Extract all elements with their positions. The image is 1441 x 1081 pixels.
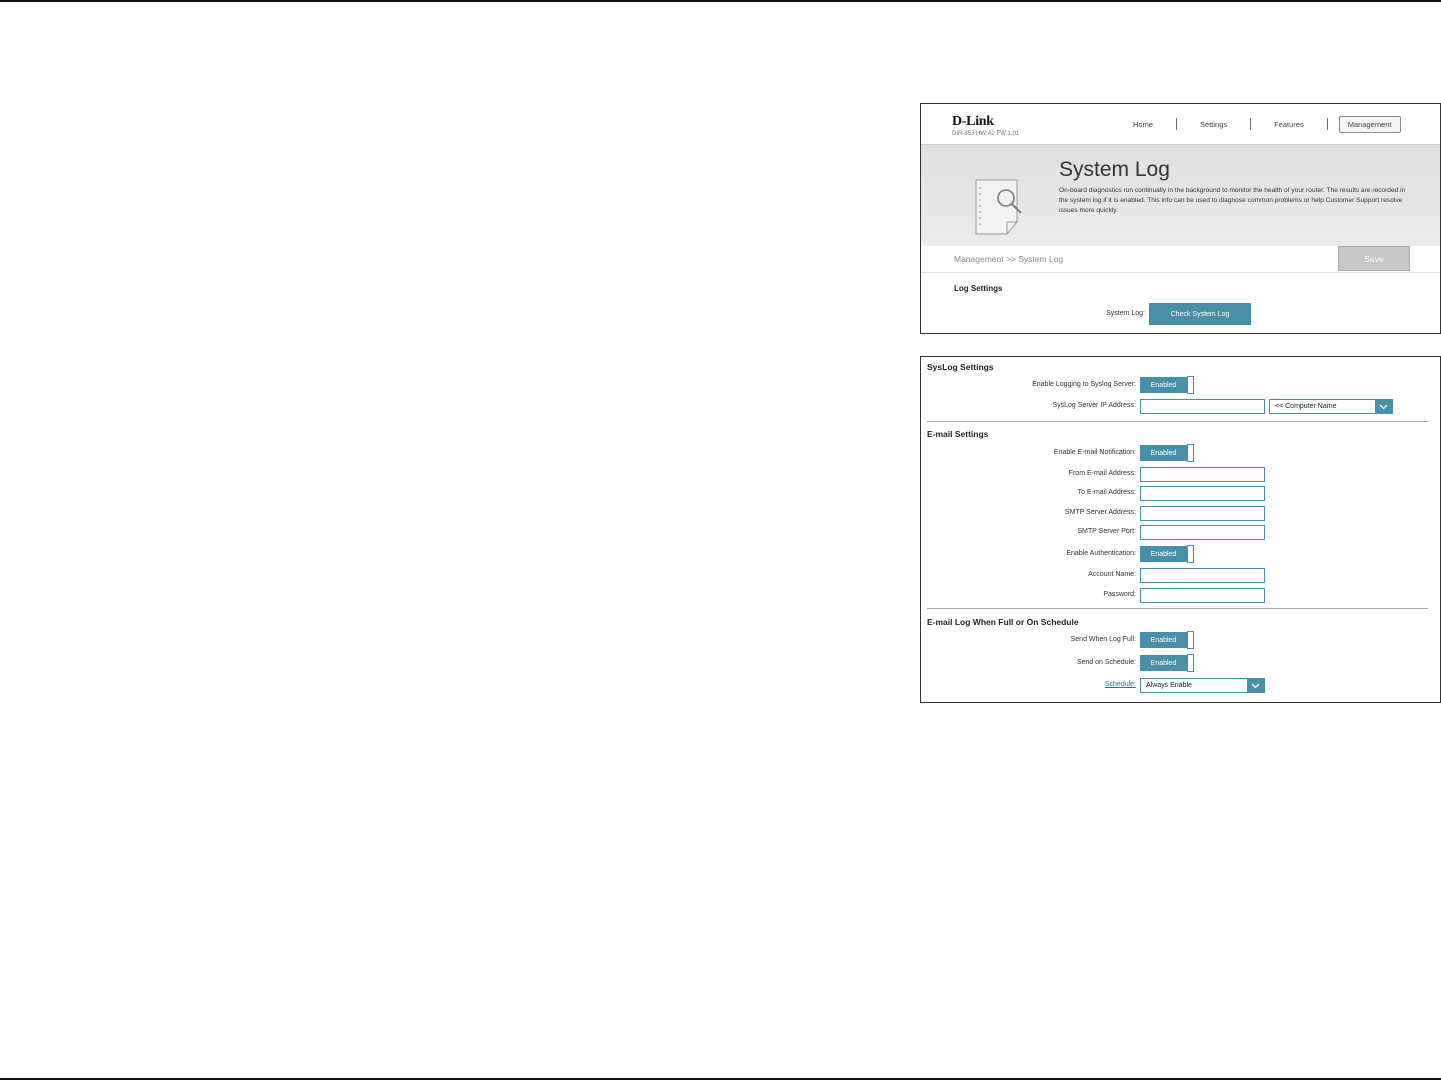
account-name-input[interactable] xyxy=(1140,568,1265,583)
log-settings-heading: Log Settings xyxy=(954,284,1003,293)
brand xyxy=(952,114,1019,137)
toggle-state: Enabled xyxy=(1140,445,1187,461)
model-info: DIR-853 HW:A2 FW:1.01 xyxy=(952,131,1020,137)
toggle-state: Enabled xyxy=(1140,546,1187,562)
section-divider xyxy=(927,608,1428,609)
hero-banner xyxy=(921,144,1440,247)
nav-features[interactable]: Features xyxy=(1274,119,1304,129)
to-email-label: To E-mail Address: xyxy=(1077,489,1136,496)
bottom-rule xyxy=(0,1078,1441,1080)
toggle-state: Enabled xyxy=(1140,655,1187,671)
send-when-full-toggle[interactable] xyxy=(1140,631,1196,649)
save-button[interactable]: Save xyxy=(1338,246,1410,271)
toggle-knob xyxy=(1187,444,1194,462)
send-on-schedule-toggle[interactable] xyxy=(1140,654,1196,672)
section-divider xyxy=(927,421,1428,422)
computer-name-value: << Computer Name xyxy=(1275,403,1337,410)
smtp-port-input[interactable] xyxy=(1140,525,1265,540)
log-settings-panel xyxy=(920,356,1441,703)
enable-auth-label: Enable Authentication: xyxy=(1066,550,1136,557)
breadcrumb-bar xyxy=(921,246,1440,273)
system-log-panel xyxy=(920,103,1441,334)
enable-syslog-label: Enable Logging to Syslog Server: xyxy=(1032,381,1136,388)
send-on-schedule-label: Send on Schedule: xyxy=(1076,659,1136,666)
log-document-search-icon xyxy=(973,178,1023,238)
chevron-down-icon xyxy=(1375,400,1392,413)
nav-separator xyxy=(1250,118,1251,130)
nav-home[interactable]: Home xyxy=(1133,119,1154,129)
email-settings-heading: E-mail Settings xyxy=(927,429,989,439)
toggle-knob xyxy=(1187,631,1194,649)
toggle-state: Enabled xyxy=(1140,632,1187,648)
schedule-value: Always Enable xyxy=(1146,682,1192,689)
toggle-knob xyxy=(1187,545,1194,563)
top-rule xyxy=(0,0,1441,2)
toggle-state: Enabled xyxy=(1140,377,1187,393)
nav-separator xyxy=(1176,118,1177,130)
page-description: On-board diagnostics run continually in the background to monitor the health of your router. The results are recorded in the system log if it is enabled. This info can be used to diagnose common problems or help Customer Support resolve issues more quickly. xyxy=(1059,187,1406,214)
schedule-select[interactable] xyxy=(1140,678,1265,693)
to-email-input[interactable] xyxy=(1140,486,1265,501)
nav-management[interactable]: Management xyxy=(1339,116,1401,133)
system-log-label: System Log: xyxy=(1106,310,1145,317)
smtp-address-input[interactable] xyxy=(1140,506,1265,521)
dlink-logo: D-Link xyxy=(952,114,994,129)
enable-auth-toggle[interactable] xyxy=(1140,545,1196,563)
email-log-schedule-heading: E-mail Log When Full or On Schedule xyxy=(927,617,1079,627)
chevron-down-icon xyxy=(1247,679,1264,692)
email-notification-label: Enable E-mail Notification: xyxy=(1053,449,1136,456)
email-notification-toggle[interactable] xyxy=(1140,444,1196,462)
check-system-log-button[interactable]: Check System Log xyxy=(1149,303,1251,325)
from-email-input[interactable] xyxy=(1140,467,1265,482)
password-label: Password: xyxy=(1103,591,1136,598)
syslog-ip-label: SysLog Server IP Address: xyxy=(1052,402,1136,409)
breadcrumb: Management >> System Log xyxy=(954,254,1064,264)
computer-name-select[interactable] xyxy=(1269,399,1393,414)
account-name-label: Account Name: xyxy=(1088,571,1136,578)
enable-syslog-toggle[interactable] xyxy=(1140,376,1196,394)
nav-separator xyxy=(1327,118,1328,130)
from-email-label: From E-mail Address: xyxy=(1068,470,1136,477)
toggle-knob xyxy=(1187,654,1194,672)
send-when-full-label: Send When Log Full: xyxy=(1070,636,1136,643)
schedule-link[interactable]: Schedule: xyxy=(1104,681,1136,688)
syslog-ip-input[interactable] xyxy=(1140,399,1265,414)
nav-settings[interactable]: Settings xyxy=(1200,119,1228,129)
toggle-knob xyxy=(1187,376,1194,394)
password-input[interactable] xyxy=(1140,588,1265,603)
page-title: System Log xyxy=(1059,158,1170,181)
smtp-address-label: SMTP Server Address: xyxy=(1064,509,1136,516)
top-nav xyxy=(1121,116,1401,132)
syslog-settings-heading: SysLog Settings xyxy=(927,362,994,372)
smtp-port-label: SMTP Server Port: xyxy=(1077,528,1136,535)
